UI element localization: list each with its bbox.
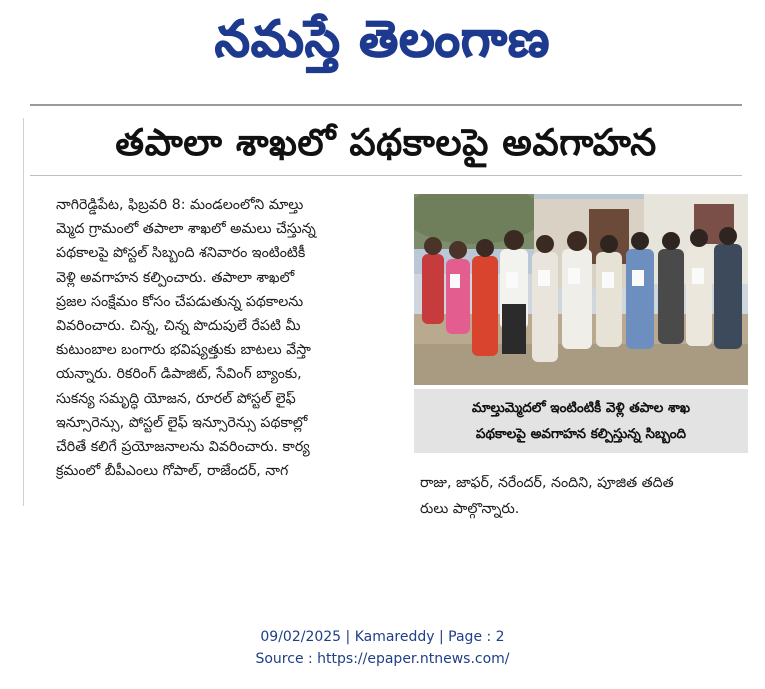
- body-line: వివరించారు. చిన్న, చిన్న పొదుపులే రేపటి మీ: [56, 318, 301, 335]
- headline-divider: [30, 175, 742, 176]
- footer: [0, 626, 765, 670]
- continuation-line: రాజు, జాఫర్, నరేందర్, నందిని, పూజిత తదిత: [420, 475, 674, 491]
- body-line: ఇన్సూరెన్సు, పోస్టల్ లైఫ్ ఇన్సూరెన్సు పథకాల్లో: [56, 414, 308, 431]
- body-line: క్రమంలో బీపీఎంలు గోపాల్, రాజేందర్, నాగ: [56, 463, 289, 480]
- article-continuation: [420, 470, 750, 522]
- body-line: ప్రజల సంక్షేమం కోసం చేపడుతున్న పథకాలను: [56, 293, 304, 310]
- body-line: వెళ్లి అవగాహన కల్పించారు. తపాలా శాఖలో: [56, 269, 295, 286]
- photo-caption: [414, 389, 748, 453]
- body-line: కుటుంబాల బంగారు భవిష్యత్తుకు బాటలు వేస్తా: [56, 342, 311, 359]
- article-photo: [414, 194, 748, 385]
- article-body: [56, 193, 400, 483]
- caption-line: పథకాలపై అవగాహన కల్పిస్తున్న సిబ్బంది: [475, 426, 687, 442]
- top-divider: [30, 104, 742, 106]
- body-line: పథకాలపై పోస్టల్ సిబ్బంది శనివారం ఇంటింటికీ: [56, 245, 306, 262]
- body-line: చేరితే కలిగే ప్రయోజనాలను వివరించారు. కార్య: [56, 439, 310, 456]
- newspaper-masthead: నమస్తే తెలంగాణ: [214, 9, 551, 68]
- article-headline: తపాలా శాఖలో పథకాలపై అవగాహన: [115, 121, 657, 164]
- body-line: యన్నారు. రికరింగ్ డిపాజిట్, సేవింగ్ బ్యాంకు,: [56, 366, 302, 383]
- body-line: నాగిరెడ్డిపేట, ఫిబ్రవరి 8: మండలంలోని మాల్తు: [56, 197, 304, 213]
- caption-line: మాల్తుమ్మెదలో ఇంటింటికీ వెళ్లి తపాల శాఖ: [471, 400, 691, 416]
- body-line: సుకన్య సమృద్ధి యోజన, రూరల్ పోస్టల్ లైఫ్: [56, 390, 296, 407]
- body-line: మ్మెద గ్రామంలో తపాలా శాఖలో అమలు చేస్తున్న: [56, 221, 316, 238]
- left-margin-line: [23, 118, 24, 506]
- continuation-line: రులు పాల్గొన్నారు.: [420, 501, 520, 517]
- footer-date-edition: 09/02/2025 | Kamareddy | Page : 2: [260, 629, 505, 645]
- photo-illustration: [414, 194, 748, 385]
- footer-source: Source : https://epaper.ntnews.com/: [255, 651, 510, 667]
